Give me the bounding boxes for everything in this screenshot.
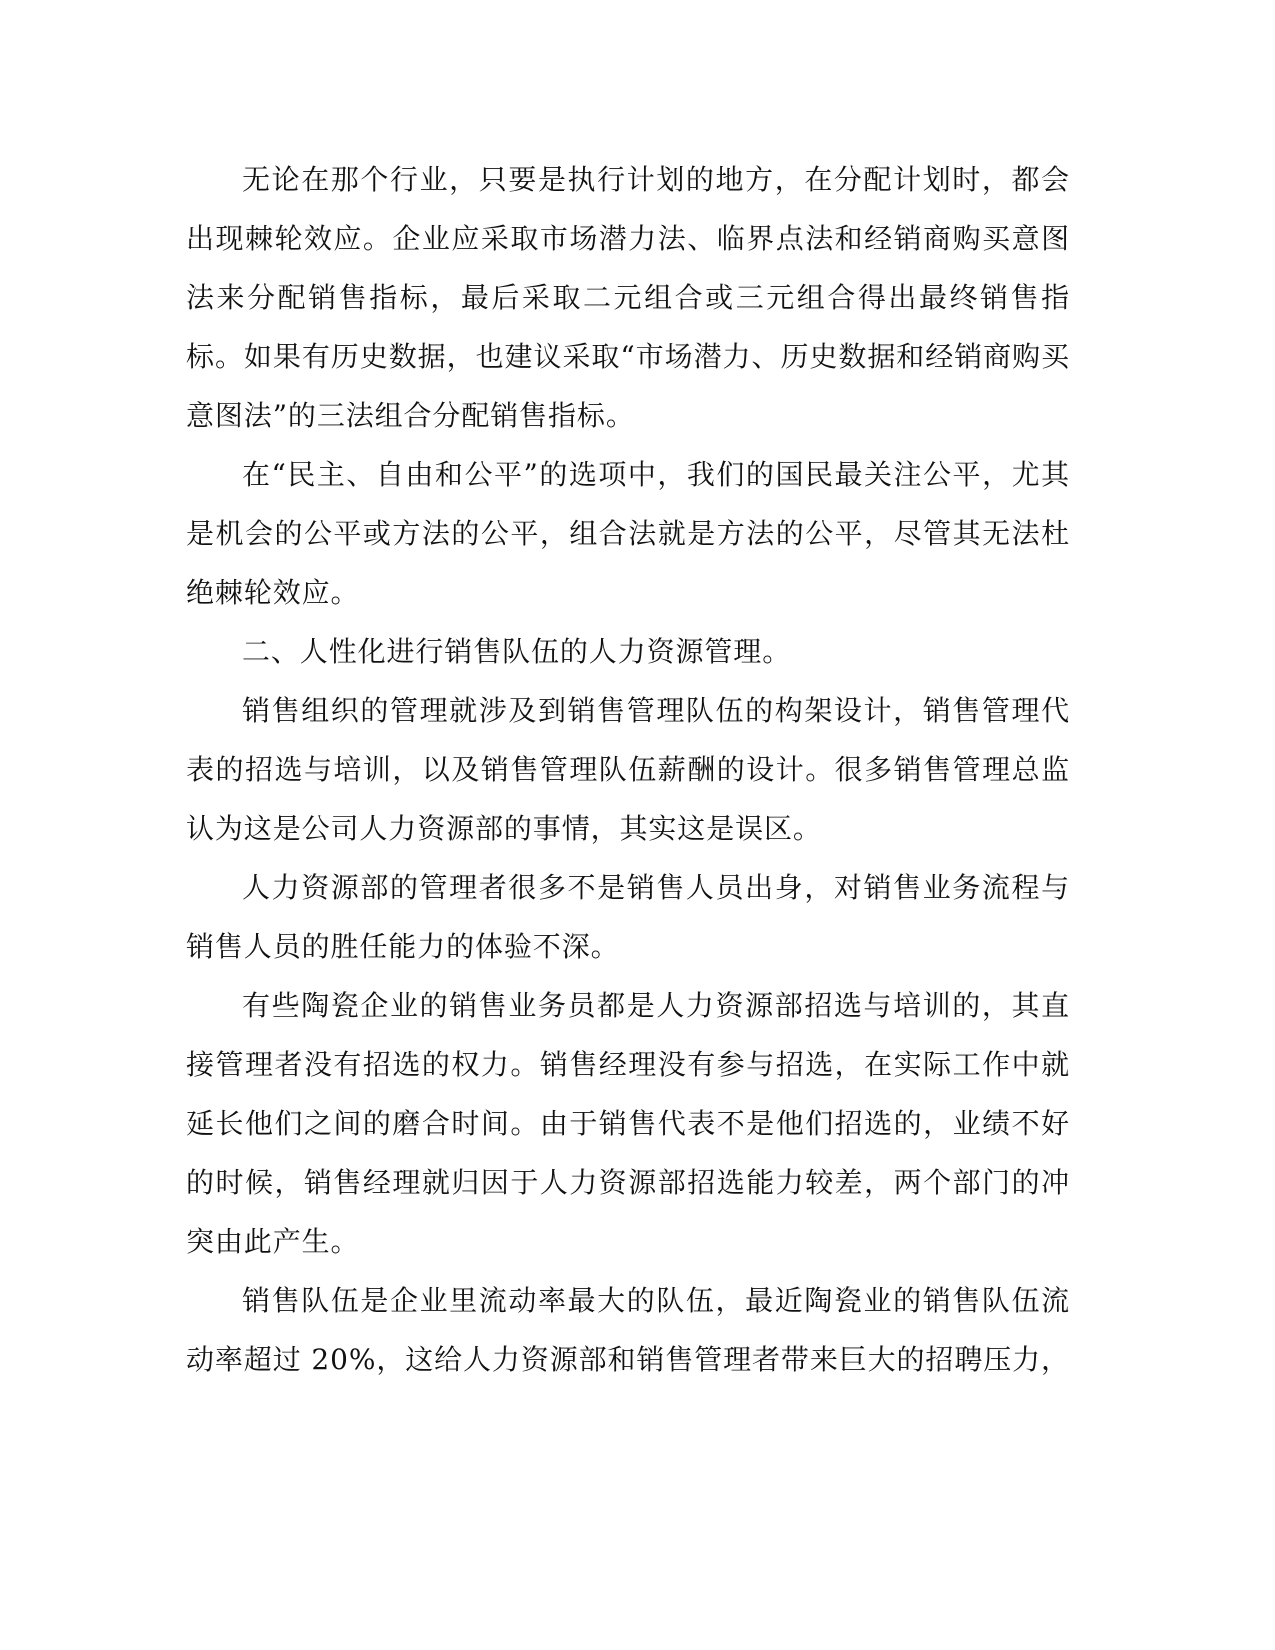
section-heading-hr-management: 二、人性化进行销售队伍的人力资源管理。 [242,635,792,668]
paragraph-ceramic-enterprises: 有些陶瓷企业的销售业务员都是人力资源部招选与培训的，其直接管理者没有招选的权力。销售经理没有参与招选，在实际工作中就延长他们之间的磨合时间。由于销售代表不是他们招选的，业绩不好的时候，销售经理就归因于人力资源部招选能力较差，两个部门的冲突由此产生。 [186,989,1070,1258]
paragraph-hr-managers: 人力资源部的管理者很多不是销售人员出身，对销售业务流程与销售人员的胜任能力的体验不深。 [186,871,1070,963]
paragraph-ratchet-effect: 无论在那个行业，只要是执行计划的地方，在分配计划时，都会出现棘轮效应。企业应采取市场潜力法、临界点法和经销商购买意图法来分配销售指标，最后采取二元组合或三元组合得出最终销售指标。如果有历史数据，也建议采取“市场潜力、历史数据和经销商购买意图法”的三法组合分配销售指标。 [186,163,1070,432]
paragraph-fairness: 在“民主、自由和公平”的选项中，我们的国民最关注公平，尤其是机会的公平或方法的公平，组合法就是方法的公平，尽管其无法杜绝棘轮效应。 [186,458,1070,609]
document-page [186,150,1070,1389]
paragraph-sales-organization: 销售组织的管理就涉及到销售管理队伍的构架设计，销售管理代表的招选与培训，以及销售管理队伍薪酬的设计。很多销售管理总监认为这是公司人力资源部的事情，其实这是误区。 [186,694,1070,845]
paragraph-sales-turnover: 销售队伍是企业里流动率最大的队伍，最近陶瓷业的销售队伍流动率超过 20%，这给人力资源部和销售管理者带来巨大的招聘压力， [186,1284,1070,1376]
